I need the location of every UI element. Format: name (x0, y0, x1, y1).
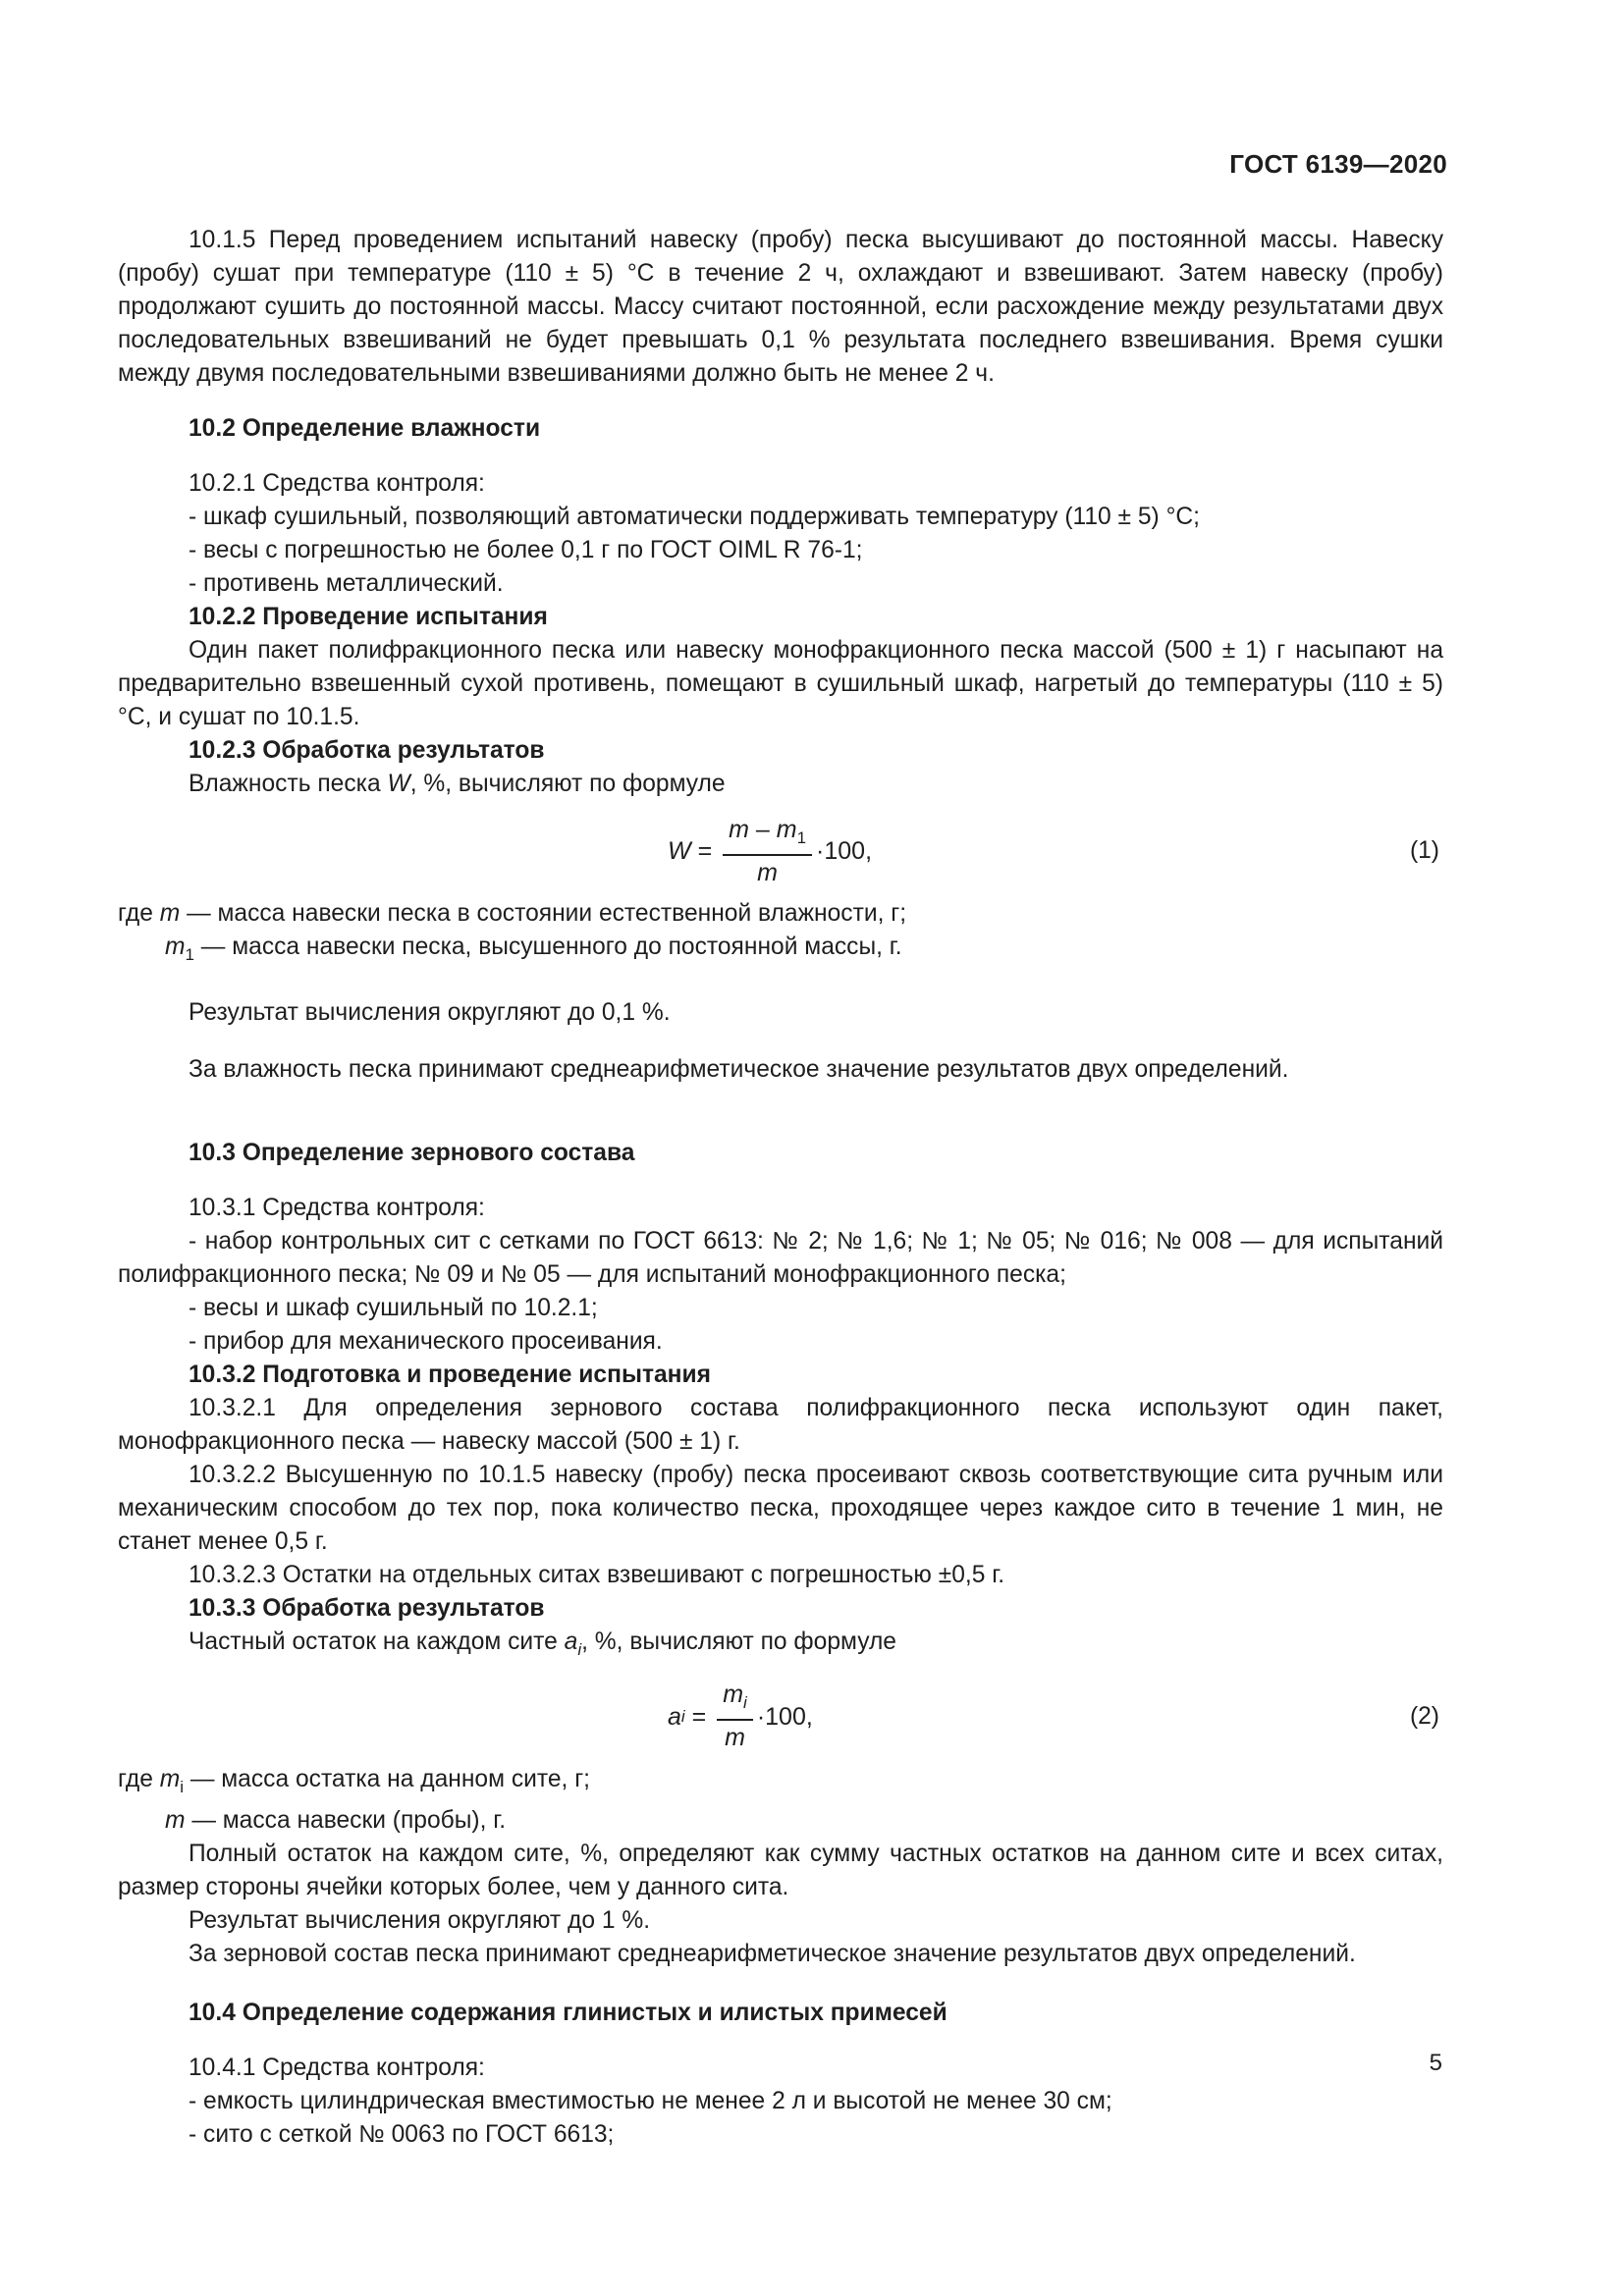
result-text: За зерновой состав песка принимают среднеарифметическое значение результатов двух определений. (189, 1940, 1356, 1967)
subheading-10-2-2: 10.2.2 Проведение испытания (189, 604, 548, 630)
list-item: - весы с погрешностью не более 0,1 г по ГОСТ OIML R 76-1; (189, 537, 863, 563)
paragraph-10-4-1: 10.4.1 Средства контроля: (189, 2054, 485, 2081)
list-item: - противень металлический. (189, 570, 504, 597)
section-heading-10-4: 10.4 Определение содержания глинистых и илистых примесей (189, 1999, 947, 2026)
equation-number: (2) (1409, 1702, 1439, 1730)
list-item: - весы и шкаф сушильный по 10.2.1; (189, 1294, 598, 1321)
paragraph-10-2-1: 10.2.1 Средства контроля: (189, 470, 485, 497)
standard-header: ГОСТ 6139—2020 (1229, 149, 1447, 179)
page-number: 5 (1429, 2050, 1442, 2076)
paragraph-10-2-2: Один пакет полифракционного песка или навеску монофракционного песка массой (500 ± 1) г насыпают на предварительно взвешенный сухой противень, помещают в сушильный шкаф, нагретый до температуры (110 ± 5) °С, и сушат по 10.1.5. (118, 637, 1443, 730)
paragraph-10-3-2-2: 10.3.2.2 Высушенную по 10.1.5 навеску (пробу) песка просеивают сквозь соответствующие сита ручным или механическим способом до тех пор, пока количество песка, проходящее через каждое сито в течение 1 мин, не станет менее 0,5 г. (118, 1461, 1443, 1555)
page-body (118, 224, 1443, 2152)
result-text: Результат вычисления округляют до 1 %. (189, 1906, 651, 1934)
section-heading-10-3: 10.3 Определение зернового состава (189, 1139, 635, 1166)
formula-1: W = $\frac{m - m_1}{m}$ ·100, (1) (668, 815, 1439, 886)
list-item: - прибор для механического просеивания. (189, 1327, 663, 1355)
section-heading-10-2: 10.2 Определение влажности (189, 415, 541, 442)
paragraph-10-2-3: Влажность песка W, %, вычисляют по формуле (189, 771, 726, 797)
paragraph-10-3-2-1: 10.3.2.1 Для определения зернового состава полифракционного песка используют один пакет, монофракционного песка — навеску массой (500 ± 1) г. (118, 1394, 1443, 1455)
paragraph-10-3-1: 10.3.1 Средства контроля: (189, 1194, 485, 1221)
result-text: За влажность песка принимают среднеарифметическое значение результатов двух определений. (189, 1056, 1289, 1084)
subheading-10-3-2: 10.3.2 Подготовка и проведение испытания (189, 1361, 712, 1388)
list-item: - емкость цилиндрическая вместимостью не менее 2 л и высотой не менее 30 см; (189, 2087, 1112, 2114)
subheading-10-2-3: 10.2.3 Обработка результатов (189, 737, 545, 764)
paragraph-10-3-2-3: 10.3.2.3 Остатки на отдельных ситах взвешивают с погрешностью ±0,5 г. (189, 1561, 1005, 1588)
formula-legend: m — масса навески (пробы), г. (165, 1806, 507, 1834)
formula-2: a i = $\frac{m_i}{m}$ ·100, (2) (668, 1681, 1439, 1752)
result-text: Результат вычисления округляют до 0,1 %. (189, 998, 671, 1026)
paragraph-10-3-3: Частный остаток на каждом сите $a_i$, %, вычисляют по формуле (189, 1628, 896, 1659)
formula-legend: где m — масса навески песка в состоянии естественной влажности, г; (118, 900, 907, 927)
list-item: - шкаф сушильный, позволяющий автоматически поддерживать температуру (110 ± 5) °С; (189, 504, 1201, 530)
equation-number: (1) (1409, 837, 1439, 864)
paragraph-10-1-5: 10.1.5 Перед проведением испытаний навеску (пробу) песка высушивают до постоянной массы. Навеску (пробу) сушат при температуре (110 ± 5) °С в течение 2 ч, охлаждают и взвешивают. Затем навеску (пробу) продолжают сушить до постоянной массы. Массу считают постоянной, если расхождение между результатами двух последовательных взвешиваний не будет превышать 0,1 % результата последнего взвешивания. Время сушки между двумя последовательными взвешиваниями должно быть не менее 2 ч. (118, 227, 1443, 387)
list-item: - набор контрольных сит с сетками по ГОСТ 6613: № 2; № 1,6; № 1; № 05; № 016; № 008 — для испытаний полифракционного песка; № 09 и № 05 — для испытаний монофракционного песка; (118, 1227, 1443, 1288)
list-item: - сито с сеткой № 0063 по ГОСТ 6613; (189, 2120, 615, 2148)
formula-legend: $m_1$ — масса навески песка, высушенного до постоянной массы, г. (165, 934, 902, 964)
formula-legend: где $m_i$ — масса остатка на данном сите, г; (118, 1765, 591, 1796)
result-text: Полный остаток на каждом сите, %, определяют как сумму частных остатков на данном сите и всех ситах, размер стороны ячейки которых более, чем у данного сита. (118, 1840, 1443, 1900)
subheading-10-3-3: 10.3.3 Обработка результатов (189, 1594, 545, 1622)
